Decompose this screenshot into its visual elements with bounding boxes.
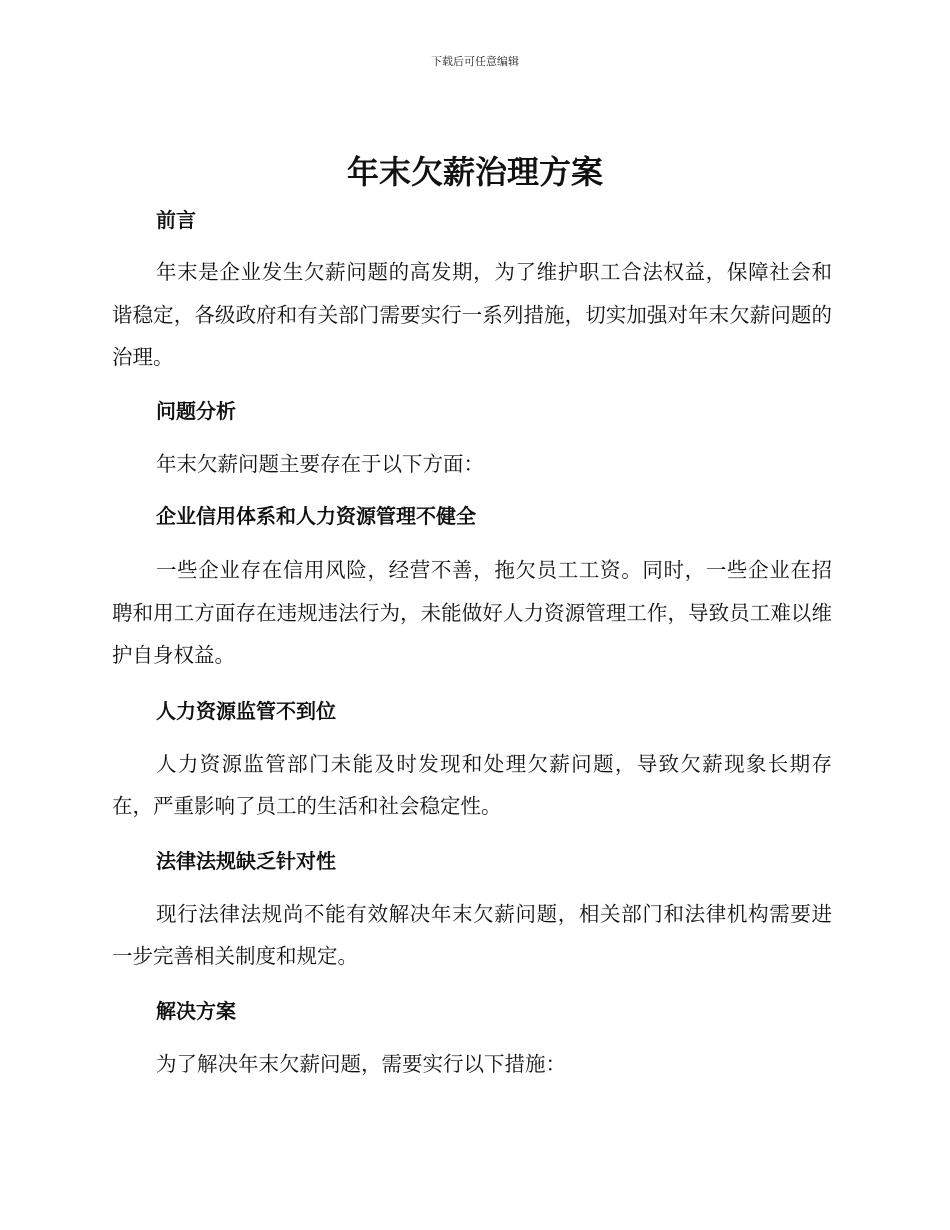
paragraph-laws-regulations: 现行法律法规尚不能有效解决年末欠薪问题，相关部门和法律机构需要进一步完善相关制度和规定。	[112, 901, 832, 968]
subheading-hr-supervision: 人力资源监管不到位	[156, 698, 336, 723]
paragraph-problem-intro: 年末欠薪问题主要存在于以下方面：	[156, 451, 484, 476]
paragraph-solutions-intro: 为了解决年末欠薪问题，需要实行以下措施：	[156, 1051, 566, 1076]
section-heading-preface: 前言	[156, 208, 196, 232]
document-title: 年末欠薪治理方案	[346, 153, 603, 191]
subheading-laws-regulations: 法律法规缺乏针对性	[156, 848, 336, 873]
header-note: 下载后可任意编辑	[431, 55, 519, 68]
paragraph-credit-hr-management: 一些企业存在信用风险，经营不善，拖欠员工工资。同时，一些企业在招聘和用工方面存在违规违法行为，未能做好人力资源管理工作，导致员工难以维护自身权益。	[112, 558, 832, 667]
paragraph-preface: 年末是企业发生欠薪问题的高发期，为了维护职工合法权益，保障社会和谐稳定，各级政府和有关部门需要实行一系列措施，切实加强对年末欠薪问题的治理。	[112, 260, 832, 369]
document-body	[112, 200, 832, 1085]
subheading-credit-hr-management: 企业信用体系和人力资源管理不健全	[156, 504, 476, 528]
section-heading-problem-analysis: 问题分析	[156, 398, 236, 423]
section-heading-solutions: 解决方案	[156, 998, 236, 1023]
paragraph-hr-supervision: 人力资源监管部门未能及时发现和处理欠薪问题，导致欠薪现象长期存在，严重影响了员工的生活和社会稳定性。	[112, 751, 832, 818]
